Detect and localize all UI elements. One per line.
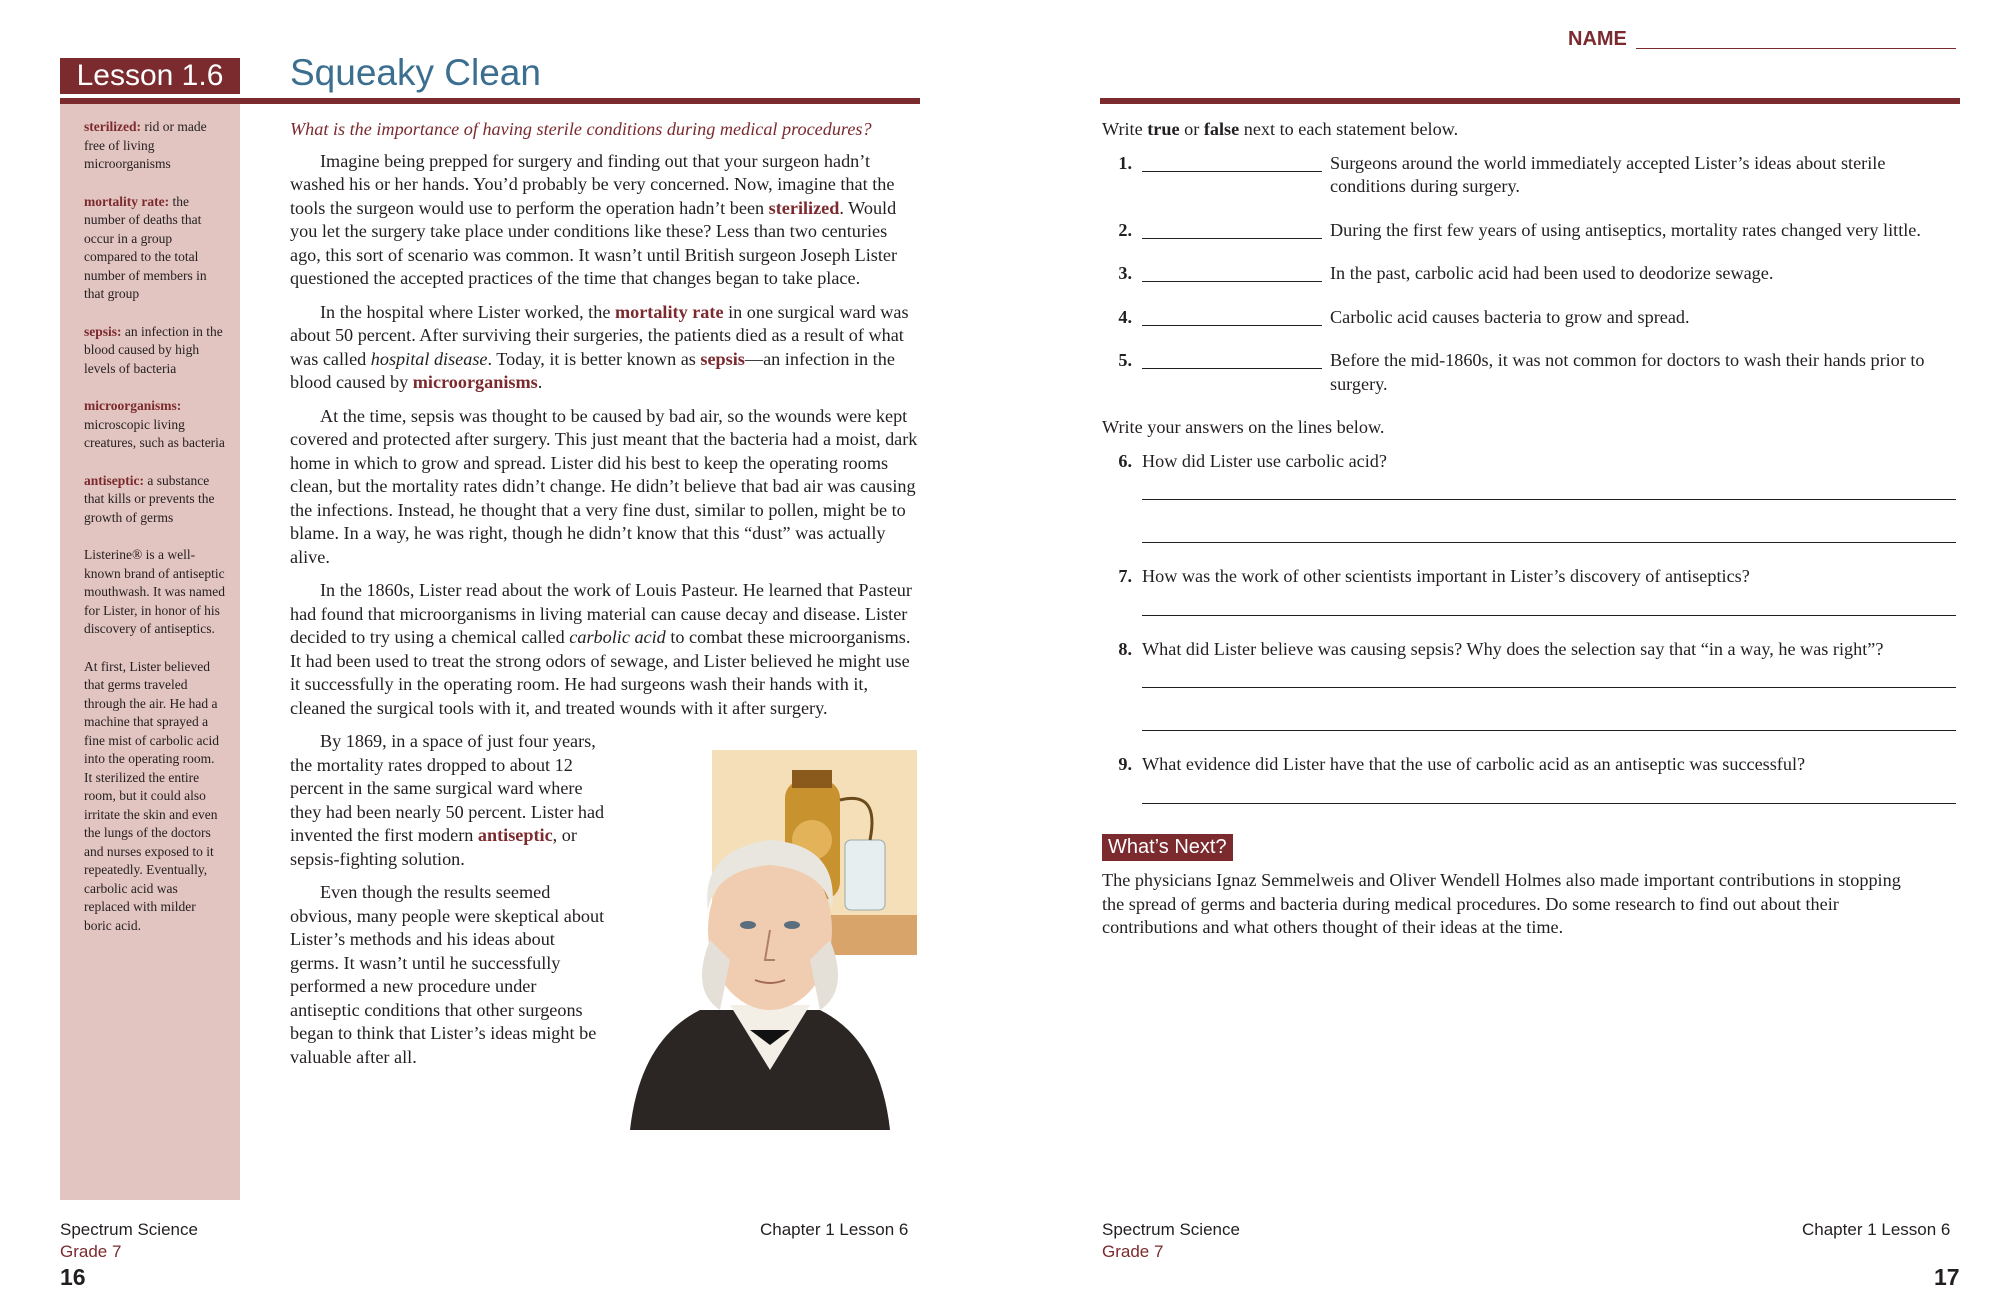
- sidebar-item: sterilized: rid or made free of living microorganisms: [84, 119, 207, 171]
- short-answer-item: 7. How was the work of other scientists important in Lister’s discovery of antiseptics?: [1118, 566, 1750, 586]
- name-field[interactable]: [1636, 48, 1956, 49]
- true-false-instructions: Write true or false next to each statement below.: [1102, 119, 1459, 139]
- paragraph: By 1869, in a space of just four years, the mortality rates dropped to about 12 percent in the same surgical ward where they had been nearly 50 percent. Lister had invented the first modern antiseptic, or sepsis-fighting solution.: [290, 731, 605, 869]
- guiding-question: What is the importance of having sterile conditions during medical procedures?: [290, 119, 872, 139]
- footer-chapter: Chapter 1 Lesson 6: [1802, 1220, 1951, 1239]
- name-label: NAME: [1568, 28, 1627, 50]
- answer-line[interactable]: [1142, 479, 1956, 500]
- paragraph: In the hospital where Lister worked, the mortality rate in one surgical ward was about 50 percent. After surviving their surgeries, the patients died as a result of what was called hospital disease. Today, it is better known as sepsis—an infection in the blood caused by microorganisms.: [290, 301, 909, 392]
- paragraph: Even though the results seemed obvious, many people were skeptical about Lister’s methods and his ideas about germs. It wasn’t until he successfully performed a new procedure under antiseptic conditions that other surgeons began to think that Lister’s ideas might be valuable after all.: [290, 882, 605, 1067]
- sidebar-item: microorganisms: microscopic living creatures, such as bacteria: [84, 398, 225, 450]
- answer-line[interactable]: [1142, 522, 1956, 543]
- answer-blank[interactable]: [1142, 349, 1322, 369]
- page-title: Squeaky Clean: [290, 52, 541, 93]
- footer-grade: Grade 7: [1102, 1242, 1164, 1261]
- true-false-item: 2. During the first few years of using antiseptics, mortality rates changed very little.: [1118, 219, 1921, 240]
- paragraph: Imagine being prepped for surgery and finding out that your surgeon hadn’t washed his or her hands. You’d probably be very concerned. Now, imagine that the tools the surgeon would use to perform the operation hadn’t been sterilized. Would you let the surgery take place under conditions like these? Less than two centuries ago, this sort of scenario was common. It wasn’t until British surgeon Joseph Lister questioned the accepted practices of the time that changes began to take place.: [290, 150, 898, 288]
- sidebar-fact: At first, Lister believed that germs traveled through the air. He had a machine that sprayed a fine mist of carbolic acid into the operating room. It sterilized the entire room, but it could also irritate the skin and even the lungs of the doctors and nurses exposed to it repeatedly. Eventually, carbolic acid was replaced with milder boric acid.: [84, 658, 219, 933]
- answer-blank[interactable]: [1142, 219, 1322, 239]
- article-body: [290, 118, 920, 1130]
- page-number: 17: [1934, 1264, 1960, 1290]
- lesson-label: Lesson 1.6: [60, 58, 240, 94]
- answer-line[interactable]: [1142, 667, 1956, 688]
- answer-blank[interactable]: [1142, 262, 1322, 282]
- answer-line[interactable]: [1142, 710, 1956, 731]
- short-answer-instructions: Write your answers on the lines below.: [1102, 417, 1385, 437]
- short-answer-item: 9. What evidence did Lister have that the use of carbolic acid as an antiseptic was successful?: [1118, 754, 1806, 774]
- sidebar-item: mortality rate: the number of deaths that occur in a group compared to the total number of members in that group: [84, 193, 207, 301]
- paragraph: In the 1860s, Lister read about the work of Louis Pasteur. He learned that Pasteur had found that microorganisms in living material can cause decay and disease. Lister decided to try using a chemical called carbolic acid to combat these microorganisms. It had been used to treat the strong odors of sewage, and Lister believed he might use it successfully in the operating room. He had surgeons wash their hands with it, cleaned the surgical tools with it, and treated wounds with it after surgery.: [290, 580, 912, 718]
- answer-line[interactable]: [1142, 595, 1956, 616]
- true-false-item: 4. Carbolic acid causes bacteria to grow and spread.: [1118, 306, 1690, 327]
- whats-next-text: The physicians Ignaz Semmelweis and Oliver Wendell Holmes also made important contributions in stopping the spread of germs and bacteria during medical procedures. Do some research to find out about their contributions and what others thought of their ideas at the time.: [1102, 870, 1901, 937]
- answer-line[interactable]: [1142, 783, 1956, 804]
- footer-book: Spectrum Science: [1102, 1220, 1240, 1239]
- answer-blank[interactable]: [1142, 306, 1322, 326]
- true-false-item: 5. Before the mid-1860s, it was not common for doctors to wash their hands prior to surgery.: [1118, 350, 1925, 394]
- footer-book: Spectrum Science: [60, 1220, 198, 1239]
- answer-blank[interactable]: [1142, 152, 1322, 172]
- vocabulary-sidebar: [60, 104, 240, 1200]
- header-rule: [1100, 98, 1960, 104]
- sidebar-fact: Listerine® is a well-known brand of antiseptic mouthwash. It was named for Lister, in honor of his discovery of antiseptics.: [84, 547, 225, 636]
- page-number: 16: [60, 1264, 86, 1290]
- short-answer-item: 8. What did Lister believe was causing sepsis? Why does the selection say that “in a way, he was right”?: [1118, 638, 1884, 659]
- short-answer-item: 6. How did Lister use carbolic acid?: [1118, 450, 1387, 471]
- true-false-item: 3. In the past, carbolic acid had been used to deodorize sewage.: [1118, 263, 1774, 283]
- lister-portrait-illustration: [620, 740, 920, 1130]
- sidebar-item: sepsis: an infection in the blood caused by high levels of bacteria: [84, 323, 223, 376]
- sidebar-item: antiseptic: a substance that kills or prevents the growth of germs: [84, 472, 215, 525]
- whats-next-label: What’s Next?: [1102, 834, 1233, 862]
- true-false-item: 1. Surgeons around the world immediately accepted Lister’s ideas about sterile conditions during surgery.: [1118, 152, 1886, 196]
- footer-chapter: Chapter 1 Lesson 6: [760, 1220, 909, 1239]
- worksheet: [1102, 118, 1962, 940]
- footer-grade: Grade 7: [60, 1242, 122, 1261]
- paragraph: At the time, sepsis was thought to be caused by bad air, so the wounds were kept covered and protected after surgery. This just meant that the bacteria had a moist, dark home in which to grow and spread. Lister did his best to keep the operating rooms clean, but the mortality rates didn’t change. He didn’t believe that bad air was causing the infections. Instead, he thought that a very fine dust, similar to pollen, might be to blame. In a way, he was right, though he didn’t know that this “dust” was actually alive.: [290, 405, 918, 567]
